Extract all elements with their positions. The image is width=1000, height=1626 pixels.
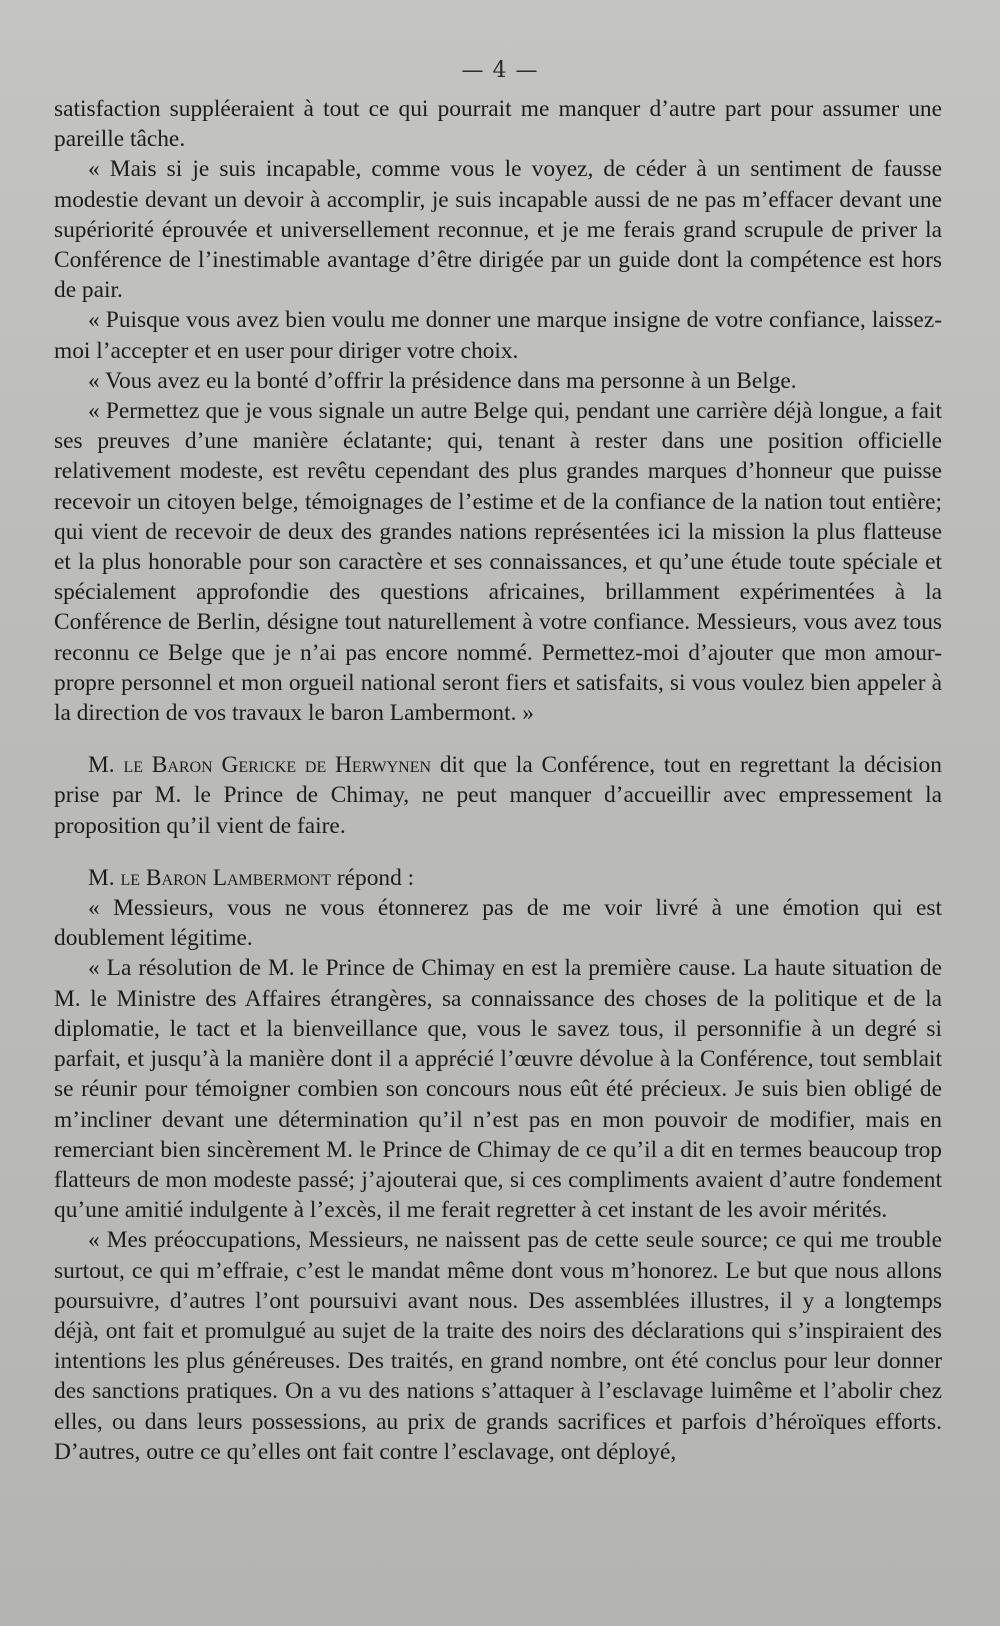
paragraph: « Puisque vous avez bien voulu me donner une marque insigne de votre confiance, laissez-moi l’accepter et en user pour diriger votre choix. (54, 307, 942, 364)
paragraph: « Mais si je suis incapable, comme vous le voyez, de céder à un sentiment de fausse modestie devant un devoir à accomplir, je suis incapable aussi de ne pas m’effacer devant une supériorité éprouvée et universellement reconnue, et je me ferais grand scrupule de priver la Conférence de l’inestimable avantage d’être dirigée par un guide dont la compétence est hors de pair. (54, 156, 942, 304)
paragraph: satisfaction suppléeraient à tout ce qui pourrait me manquer d’autre part pour assumer une pareille tâche. (54, 96, 942, 153)
speaker-name: Gericke de Herwynen (221, 752, 432, 779)
paragraph: « Vous avez eu la bonté d’offrir la présidence dans ma personne à un Belge. (88, 367, 797, 394)
speaker-name: Lambermont (212, 864, 332, 891)
paragraph: « Mes préoccupations, Messieurs, ne naissent pas de cette seule source; ce qui me trouble surtout, ce qui m’effraie, c’est le mandat même dont vous m’honorez. Le but que nous allons poursuivre, d’autres l’ont poursuivi avant nous. Des assemblées illustres, il y a longtemps déjà, ont fait et promulgué au sujet de la traite des noirs des déclarations qui s’inspiraient des intentions les plus généreuses. Des traités, en grand nombre, ont été conclus pour leur donner des sanctions pratiques. On a vu des nations s’attaquer à l’esclavage luimême et l’abolir chez elles, ou dans leurs possessions, au prix de grands sacrifices et parfois d’héroïques efforts. D’autres, outre ce qu’elles ont fait contre l’esclavage, ont déployé, (54, 1227, 942, 1465)
speaker-text: dit que la Conférence, tout en regrettant la décision prise par M. le Prince de Chimay, ne peut manquer d’accueillir avec empressement la proposition qu’il vient de faire. (54, 752, 942, 839)
speaker-text: répond : (336, 864, 415, 891)
paragraph: « Permettez que je vous signale un autre Belge qui, pendant une carrière déjà longue, a fait ses preuves d’une manière éclatante; qui, tenant à rester dans une position officielle relativement modeste, est revêtu cependant des plus grandes marques d’honneur que puisse recevoir un citoyen belge, témoignages de l’estime et de la confiance de la nation tout entière; qui vient de recevoir de deux des grandes nations représentées ici la mission la plus flatteuse et la plus honorable pour son caractère et ses connaissances, et qu’une étude toute spéciale et spécialement approfondie des questions africaines, brillamment expérimentées à la Conférence de Berlin, désigne tout naturellement à votre confiance. Messieurs, vous avez tous reconnu ce Belge que je n’ai pas encore nommé. Permettez-moi d’ajouter que mon amour-propre personnel et mon orgueil national seront fiers et satisfaits, si vous voulez bien appeler à la direction de vos travaux le baron Lambermont. » (54, 398, 942, 727)
speaker-title: le Baron (120, 864, 207, 891)
body-text (54, 94, 942, 1467)
paragraph: « La résolution de M. le Prince de Chimay en est la première cause. La haute situation de M. le Ministre des Affaires étrangères, sa connaissance des choses de la politique et de la diplomatie, le tact et la bienveillance que, vous le savez tous, il personnifie à un degré si parfait, et jusqu’à la manière dont il a apprécié l’œuvre dévolue à la Conférence, tout semblait se réunir pour témoigner combien son concours nous eût été précieux. Je suis bien obligé de m’incliner devant une détermination qu’il n’est pas en mon pouvoir de modifier, mais en remerciant bien sincèrement M. le Prince de Chimay de ce qu’il a dit en termes beaucoup trop flatteurs de mon modeste passé; j’ajouterai que, si ces compliments avaient d’autre fondement qu’une amitié indulgente à l’excès, il me ferait regretter à cet instant de les avoir mérités. (54, 955, 942, 1224)
speaker-paragraph (54, 863, 942, 893)
speaker-prefix: M. (88, 864, 115, 891)
page-number: — 4 — (461, 58, 539, 83)
paragraph: « Messieurs, vous ne vous étonnerez pas de me voir livré à une émotion qui est doublement légitime. (54, 895, 942, 952)
speaker-title: le Baron (123, 752, 213, 779)
speaker-prefix: M. (88, 752, 115, 779)
speaker-paragraph (54, 750, 942, 841)
